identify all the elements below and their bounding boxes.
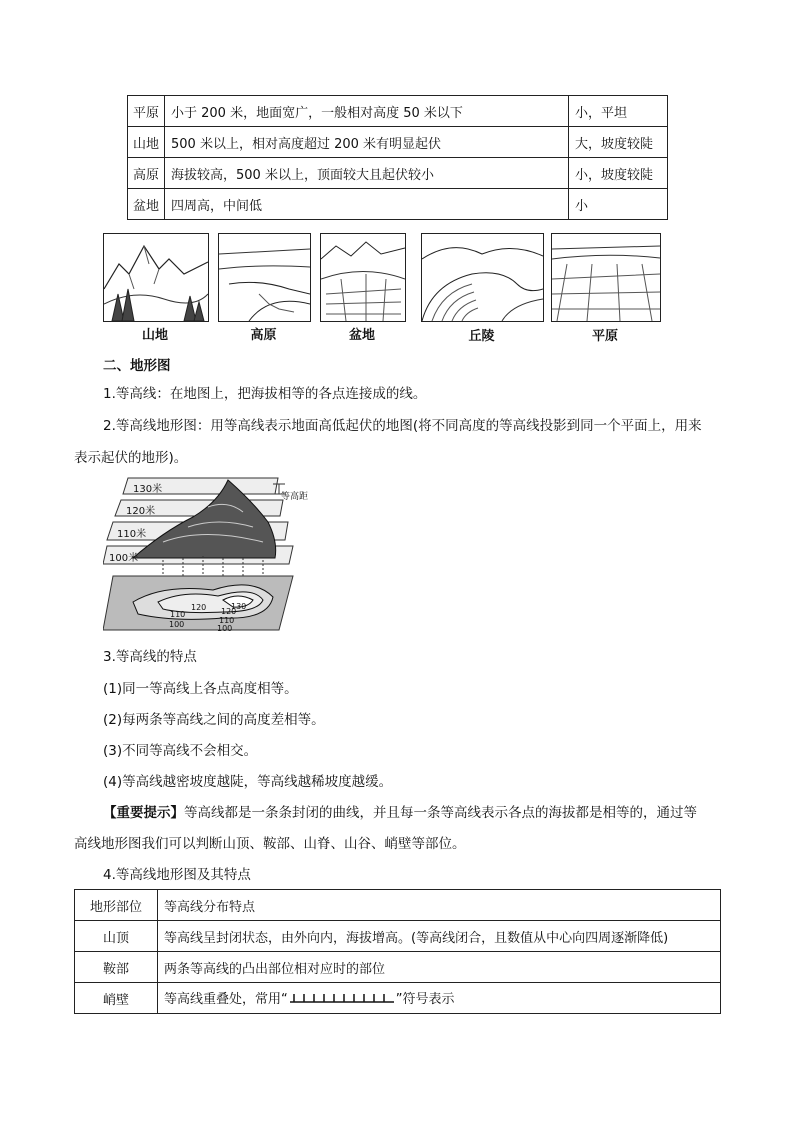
paragraph-contour-map-features-title: 4.等高线地形图及其特点 — [103, 867, 251, 883]
landform-name: 盆地 — [128, 189, 165, 220]
terrain-description — [158, 983, 721, 1014]
landform-feature: 小 — [569, 189, 668, 220]
table-row — [128, 127, 668, 158]
contour-value: 100 — [217, 624, 233, 633]
cliff-description-suffix: ”符号表示 — [395, 992, 455, 1008]
terrain-contour-table — [74, 889, 721, 1014]
contour-value: 110 — [170, 610, 186, 619]
contour-value: 110 — [219, 616, 235, 625]
cliff-description-prefix: 等高线重叠处，常用“ — [164, 992, 288, 1008]
table-row — [128, 158, 668, 189]
layer-label: 110米 — [117, 529, 147, 540]
column-header: 等高线分布特点 — [158, 890, 721, 921]
mountain-landscape-icon — [103, 233, 209, 322]
terrain-name: 峭壁 — [75, 983, 158, 1014]
plain-landscape-icon — [551, 233, 661, 322]
contour-interval-label: 等高距 — [281, 492, 309, 502]
list-item: (1)同一等高线上各点高度相等。 — [103, 681, 298, 697]
landform-name: 高原 — [128, 158, 165, 189]
layer-label: 130米 — [133, 484, 163, 495]
contour-projection-diagram — [103, 472, 318, 632]
landform-caption: 平原 — [591, 329, 618, 344]
column-header: 地形部位 — [75, 890, 158, 921]
layer-label: 100米 — [109, 553, 139, 564]
contour-value: 120 — [221, 607, 237, 616]
landform-caption: 盆地 — [348, 328, 375, 343]
landform-description: 小于 200 米，地面宽广，一般相对高度 50 米以下 — [165, 96, 569, 127]
terrain-description: 两条等高线的凸出部位相对应时的部位 — [158, 952, 721, 983]
table-row — [75, 983, 721, 1014]
table-row — [128, 96, 668, 127]
landform-feature: 大，坡度较陡 — [569, 127, 668, 158]
landform-feature: 小，平坦 — [569, 96, 668, 127]
table-row — [75, 921, 721, 952]
basin-landscape-icon — [320, 233, 406, 322]
table-header-row — [75, 890, 721, 921]
contour-value: 100 — [169, 620, 185, 629]
important-tip-line1 — [103, 803, 697, 823]
terrain-name: 山顶 — [75, 921, 158, 952]
contour-value: 120 — [191, 603, 207, 612]
landform-caption: 高原 — [250, 328, 277, 343]
paragraph-contour-map-line2: 表示起伏的地形)。 — [74, 450, 188, 466]
landform-description: 四周高，中间低 — [165, 189, 569, 220]
landform-caption: 丘陵 — [468, 329, 495, 344]
landform-caption: 山地 — [141, 328, 168, 343]
landform-name: 平原 — [128, 96, 165, 127]
section-title: 二、地形图 — [103, 358, 171, 374]
landform-name: 山地 — [128, 127, 165, 158]
terrain-description: 等高线呈封闭状态，由外向内，海拔增高。(等高线闭合，且数值从中心向四周逐渐降低) — [158, 921, 721, 952]
terrain-name: 鞍部 — [75, 952, 158, 983]
layer-label: 120米 — [126, 506, 156, 517]
landform-height-table — [127, 95, 668, 220]
landform-description: 500 米以上，相对高度超过 200 米有明显起伏 — [165, 127, 569, 158]
list-item: (3)不同等高线不会相交。 — [103, 743, 258, 759]
list-item: (2)每两条等高线之间的高度差相等。 — [103, 712, 325, 728]
tip-label: 【重要提示】 — [103, 805, 184, 821]
paragraph-contour-features-title: 3.等高线的特点 — [103, 649, 197, 665]
table-row — [128, 189, 668, 220]
cliff-symbol-icon — [288, 992, 396, 1008]
tip-text: 等高线都是一条条封闭的曲线，并且每一条等高线表示各点的海拔都是相等的，通过等 — [184, 805, 697, 821]
paragraph-contour-map-line1: 2.等高线地形图：用等高线表示地面高低起伏的地图(将不同高度的等高线投影到同一个平面上，用来 — [103, 418, 702, 434]
landform-description: 海拔较高，500 米以上，顶面较大且起伏较小 — [165, 158, 569, 189]
important-tip-line2: 高线地形图我们可以判断山顶、鞍部、山脊、山谷、峭壁等部位。 — [74, 836, 466, 852]
plateau-landscape-icon — [218, 233, 311, 322]
contour-value: 130 — [231, 602, 247, 611]
list-item: (4)等高线越密坡度越陡，等高线越稀坡度越缓。 — [103, 774, 393, 790]
landform-feature: 小，坡度较陡 — [569, 158, 668, 189]
table-row — [75, 952, 721, 983]
hill-landscape-icon — [421, 233, 544, 322]
paragraph-contour-definition: 1.等高线：在地图上，把海拔相等的各点连接成的线。 — [103, 386, 427, 402]
